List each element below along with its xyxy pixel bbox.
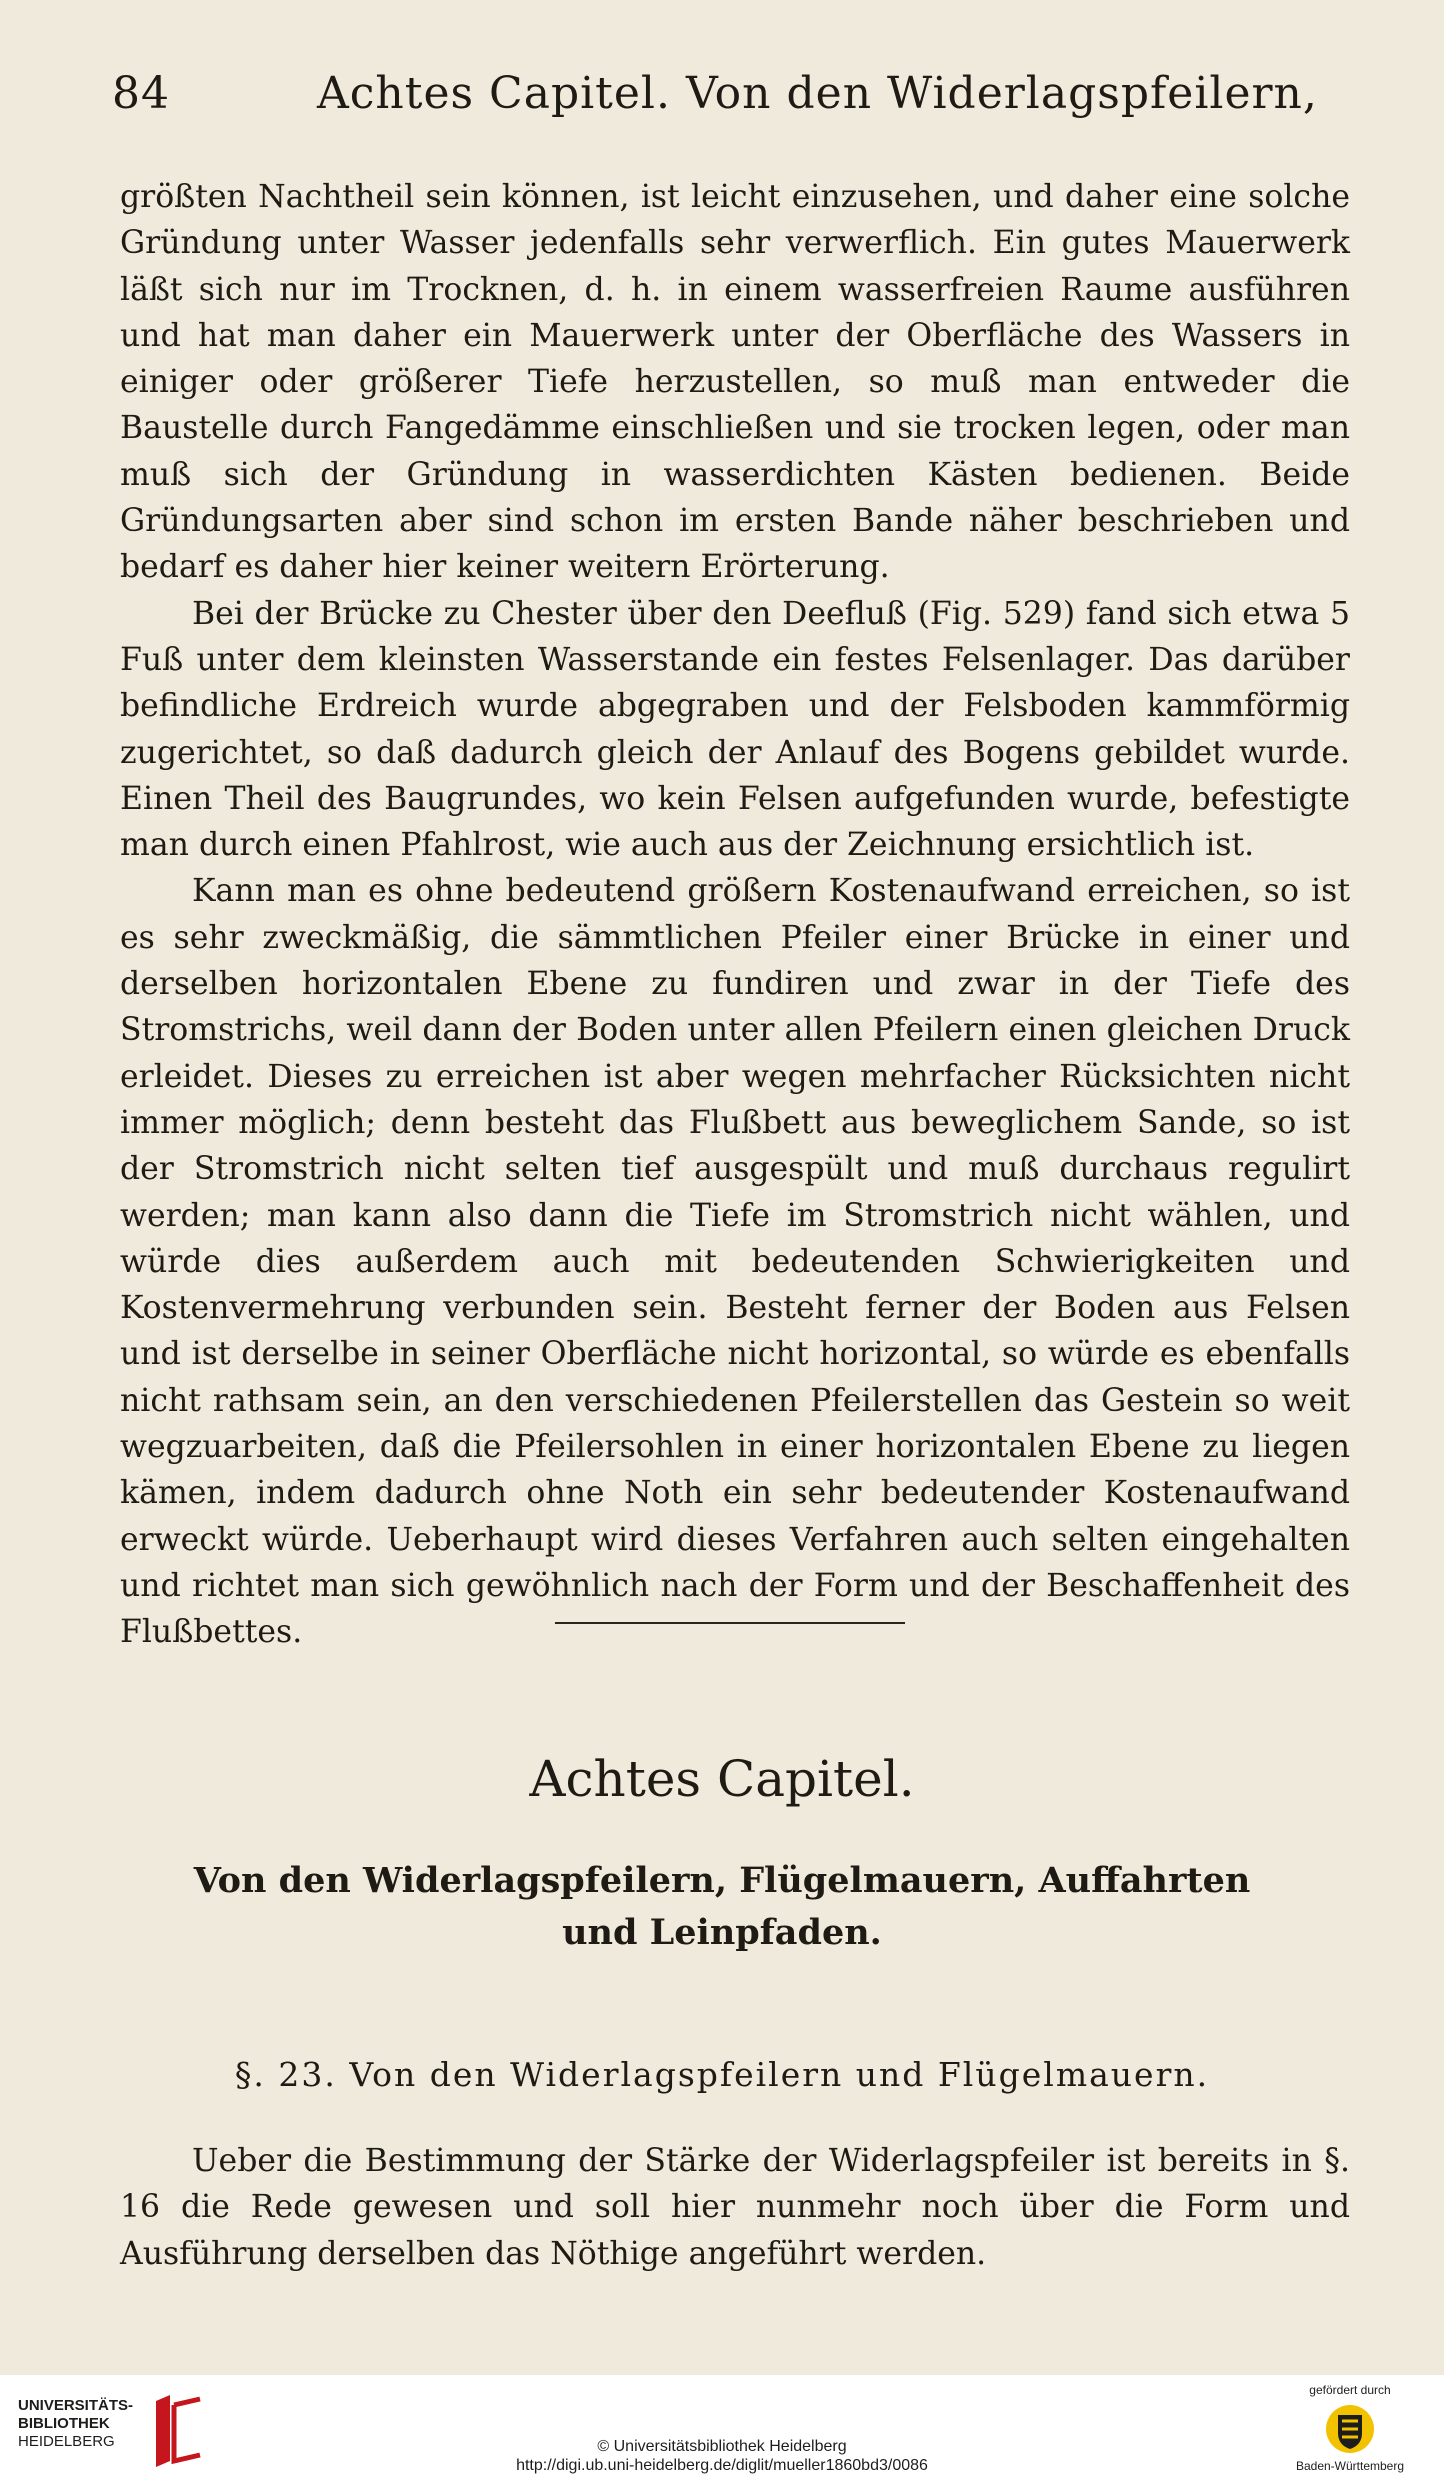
funder-block (1270, 2383, 1430, 2473)
chapter-subtitle-line: und Leinpfaden. (562, 1912, 882, 1953)
chapter-title: Achtes Capitel. (529, 1750, 915, 1808)
paragraph: Bei der Brücke zu Chester über den Deefluß (Fig. 529) fand sich etwa 5 Fuß unter dem kleinsten Wasserstande ein festes Felsenlager. Das darüber befindliche Erdreich wurde abgegraben und der Felsboden kammförmig zugerichtet, so daß dadurch gleich der Anlauf des Bogens gebildet wurde. Einen Theil des Baugrundes, wo kein Felsen aufgefunden wurde, befestigte man durch einen Pfahlrost, wie auch aus der Zeichnung ersichtlich ist. (120, 595, 1350, 864)
source-url[interactable]: http://digi.ub.uni-heidelberg.de/diglit/mueller1860bd3/0086 (516, 2457, 928, 2474)
paragraph: größten Nachtheil sein können, ist leicht einzusehen, und daher eine solche Gründung unter Wasser jedenfalls sehr verwerflich. Ein gutes Mauerwerk läßt sich nur im Trocknen, d. h. in einem wasserfreien Raume ausführen und hat man daher ein Mauerwerk unter der Oberfläche des Wassers in einiger oder größerer Tiefe herzustellen, so muß man entweder die Baustelle durch Fangedämme einschließen und sie trocken legen, oder man muß sich der Gründung in wasserdichten Kästen bedienen. Beide Gründungsarten aber sind schon im ersten Bande näher beschrieben und bedarf es daher hier keiner weitern Erörterung. (120, 179, 1350, 586)
chapter-subtitle-line: Von den Widerlagspfeilern, Flügelmauern, Auffahrten (193, 1860, 1251, 1901)
copyright-notice: © Universitätsbibliothek Heidelberg (597, 2438, 847, 2455)
funder-name: Baden-Württemberg (1295, 2459, 1405, 2473)
paragraph: Kann man es ohne bedeutend größern Kostenaufwand erreichen, so ist es sehr zweckmäßig, die sämmtlichen Pfeiler einer Brücke in einer und derselben horizontalen Ebene zu fundiren und zwar in der Tiefe des Stromstrichs, weil dann der Boden unter allen Pfeilern einen gleichen Druck erleidet. Dieses zu erreichen ist aber wegen mehrfacher Rücksichten nicht immer möglich; denn besteht das Flußbett aus beweglichem Sande, so ist der Stromstrich nicht selten tief ausgespült und muß durchaus regulirt werden; man kann also dann die Tiefe im Stromstrich nicht wählen, und würde dies außerdem auch mit bedeutenden Schwierigkeiten und Kostenvermehrung verbunden sein. Besteht ferner der Boden aus Felsen und ist derselbe in seiner Oberfläche nicht horizontal, so würde es ebenfalls nicht rathsam sein, an den verschiedenen Pfeilerstellen das Gestein so weit wegzuarbeiten, daß die Pfeilersohlen in einer horizontalen Ebene zu liegen kämen, indem dadurch ohne Noth ein sehr bedeutender Kostenaufwand erweckt würde. Ueberhaupt wird dieses Verfahren auch selten eingehalten und richtet man sich gewöhnlich nach der Form und der Beschaffenheit des Flußbettes. (120, 873, 1350, 1651)
chapter-subtitle (160, 1855, 1284, 1959)
running-head (112, 68, 1352, 128)
section-divider (555, 1622, 905, 1624)
footer-credits (400, 2437, 1044, 2475)
library-name-line: BIBLIOTHEK (18, 2415, 110, 2432)
body-text-bottom (120, 2138, 1350, 2277)
page-number: 84 (112, 68, 170, 119)
library-name (18, 2397, 133, 2451)
paragraph: Ueber die Bestimmung der Stärke der Widerlagspfeiler ist bereits in §. 16 die Rede gewesen und soll hier nunmehr noch über die Form und Ausführung derselben das Nöthige angeführt werden. (120, 2143, 1350, 2272)
section-heading: §. 23. Von den Widerlagspfeilern und Flügelmauern. (234, 2055, 1210, 2094)
running-title: Achtes Capitel. Von den Widerlagspfeilern, (317, 68, 1318, 119)
library-logo[interactable] (18, 2397, 208, 2467)
funded-by-label: gefördert durch (1309, 2383, 1391, 2397)
library-name-line: UNIVERSITÄTS- (18, 2397, 134, 2414)
digitization-footer (0, 2375, 1444, 2479)
library-name-line: HEIDELBERG (18, 2433, 115, 2450)
body-text-top (120, 174, 1350, 1656)
library-emblem-icon (150, 2395, 206, 2467)
state-crest-icon (1324, 2403, 1376, 2455)
